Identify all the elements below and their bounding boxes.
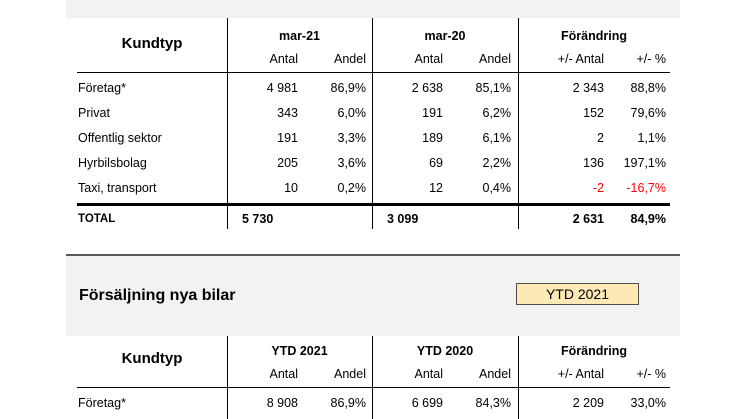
subheader-andel: Andel — [334, 367, 366, 381]
group-header-current: YTD 2021 — [271, 344, 328, 358]
table-cell: 189 — [422, 131, 443, 145]
table-cell: 0,2% — [337, 181, 366, 195]
table-cell: 69 — [429, 156, 443, 170]
table-cell: 197,1% — [623, 156, 666, 170]
header-rule — [77, 387, 670, 388]
subheader-antal: Antal — [414, 367, 443, 381]
column-divider — [518, 18, 519, 229]
group-header-change: Förändring — [561, 344, 627, 358]
table-cell: 2 638 — [411, 81, 443, 95]
kundtyp-header: Kundtyp — [121, 35, 183, 52]
total-cell: 3 099 — [387, 212, 419, 226]
table-cell: 191 — [277, 131, 298, 145]
table-cell: 1,1% — [637, 131, 666, 145]
table-cell: 12 — [429, 181, 443, 195]
table-cell: -16,7% — [626, 181, 666, 195]
top-panel — [66, 0, 680, 18]
period-selector[interactable]: YTD 2021 — [516, 283, 639, 305]
total-cell: 5 730 — [242, 212, 274, 226]
table-cell: 152 — [583, 106, 604, 120]
table-cell: 6 699 — [411, 396, 443, 410]
subheader-antal: Antal — [414, 52, 443, 66]
subheader-andel: Andel — [479, 367, 511, 381]
total-rule — [77, 203, 670, 206]
group-header-previous: mar-20 — [424, 29, 466, 43]
group-header-previous: YTD 2020 — [416, 344, 474, 358]
table-cell: 343 — [277, 106, 298, 120]
kundtyp-header: Kundtyp — [121, 350, 183, 367]
table-cell: 0,4% — [482, 181, 511, 195]
total-cell: 84,9% — [630, 212, 666, 226]
subheader-antal: Antal — [269, 367, 298, 381]
table-cell: 2 343 — [572, 81, 604, 95]
table-cell: 33,0% — [630, 396, 666, 410]
table-cell: 86,9% — [330, 396, 366, 410]
table-cell: 79,6% — [630, 106, 666, 120]
table-cell: 191 — [422, 106, 443, 120]
subheader-antal: Antal — [269, 52, 298, 66]
table-cell: 85,1% — [475, 81, 511, 95]
table-cell: 6,1% — [482, 131, 511, 145]
table-cell: 3,6% — [337, 156, 366, 170]
table-cell: 6,2% — [482, 106, 511, 120]
total-cell: 2 631 — [572, 212, 604, 226]
table-cell: 2 — [597, 131, 604, 145]
group-header-current: mar-21 — [279, 29, 320, 43]
table-cell: 88,8% — [630, 81, 666, 95]
table-cell: -2 — [592, 181, 604, 195]
table-cell: 6,0% — [337, 106, 366, 120]
row-label: Privat — [78, 106, 110, 120]
table-cell: 3,3% — [337, 131, 366, 145]
total-label: TOTAL — [78, 213, 116, 225]
table-cell: 2,2% — [482, 156, 511, 170]
table-cell: 10 — [284, 181, 298, 195]
row-label: Företag* — [78, 396, 126, 410]
table-cell: 205 — [277, 156, 298, 170]
column-divider — [227, 18, 228, 229]
table-cell: 8 908 — [266, 396, 298, 410]
subheader-change-antal: +/- Antal — [557, 52, 604, 66]
subheader-change-antal: +/- Antal — [557, 367, 604, 381]
table-cell: 4 981 — [266, 81, 298, 95]
column-divider — [372, 18, 373, 229]
table-cell: 2 209 — [572, 396, 604, 410]
subheader-change-pct: +/- % — [636, 367, 666, 381]
group-header-change: Förändring — [561, 29, 627, 43]
row-label: Företag* — [78, 81, 126, 95]
table-cell: 86,9% — [330, 81, 366, 95]
row-label: Hyrbilsbolag — [78, 156, 147, 170]
section-title: Försäljning nya bilar — [79, 287, 236, 304]
subheader-andel: Andel — [334, 52, 366, 66]
subheader-change-pct: +/- % — [636, 52, 666, 66]
row-label: Offentlig sektor — [78, 131, 162, 145]
table-cell: 84,3% — [475, 396, 511, 410]
row-label: Taxi, transport — [78, 181, 157, 195]
table-cell: 136 — [583, 156, 604, 170]
header-rule — [77, 72, 670, 73]
subheader-andel: Andel — [479, 52, 511, 66]
